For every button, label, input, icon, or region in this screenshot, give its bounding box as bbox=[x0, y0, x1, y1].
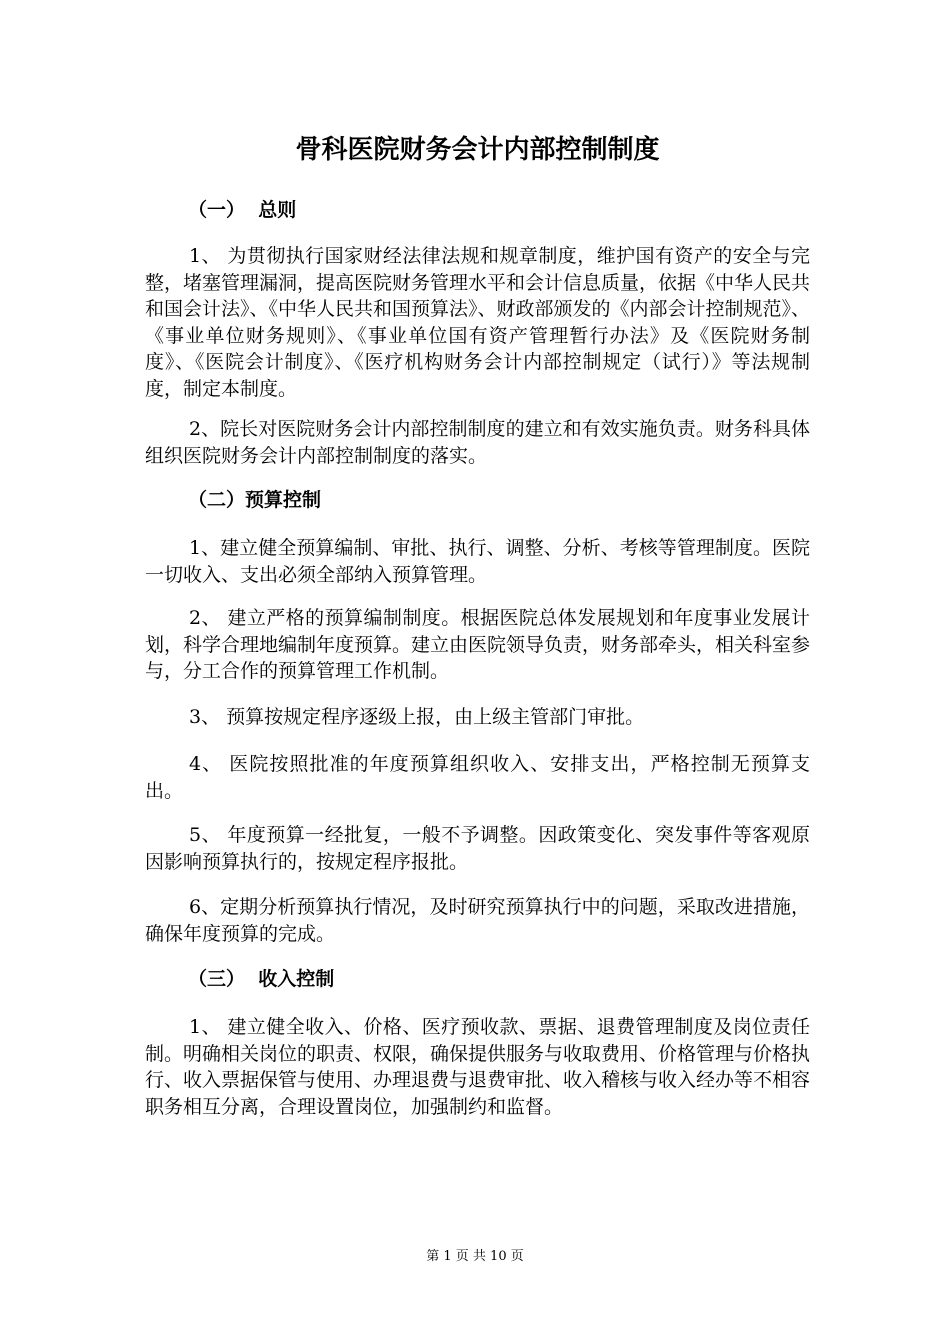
paragraph-general-1: 1、 为贯彻执行国家财经法律法规和规章制度，维护国有资产的安全与完整，堵塞管理漏洞，提高医院财务管理水平和会计信息质量，依据《中华人民共和国会计法》、《中华人民共和国预算法》、财政部颁发的《内部会计控制规范》、《事业单位财务规则》、《事业单位国有资产管理暂行办法》及《医院财务制度》、《医院会计制度》、《医疗机构财务会计内部控制规定（试行）》等法规制度，制定本制度。 bbox=[145, 245, 811, 400]
paragraph-general-2: 2、院长对医院财务会计内部控制制度的建立和有效实施负责。财务科具体组织医院财务会计内部控制制度的落实。 bbox=[145, 418, 810, 467]
document-title: 骨科医院财务会计内部控制制度 bbox=[295, 135, 660, 165]
paragraph-budget-3: 3、 预算按规定程序逐级上报，由上级主管部门审批。 bbox=[189, 706, 645, 728]
paragraph-budget-5: 5、 年度预算一经批复，一般不予调整。因政策变化、突发事件等客观原因影响预算执行的，按规定程序报批。 bbox=[145, 824, 810, 873]
section-heading-revenue: （三） 收入控制 bbox=[188, 968, 335, 990]
section-heading-budget: （二）预算控制 bbox=[188, 489, 322, 511]
paragraph-budget-6: 6、定期分析预算执行情况，及时研究预算执行中的问题，采取改进措施，确保年度预算的完成。 bbox=[145, 896, 810, 945]
page-number-footer: 第 1 页 共 10 页 bbox=[426, 1249, 524, 1264]
paragraph-budget-1: 1、建立健全预算编制、审批、执行、调整、分析、考核等管理制度。医院一切收入、支出必须全部纳入预算管理。 bbox=[145, 537, 810, 586]
section-heading-general: （一） 总则 bbox=[188, 199, 297, 221]
paragraph-revenue-1: 1、 建立健全收入、价格、医疗预收款、票据、退费管理制度及岗位责任制。明确相关岗位的职责、权限，确保提供服务与收取费用、价格管理与价格执行、收入票据保管与使用、办理退费与退费审批、收入稽核与收入经办等不相容职务相互分离，合理设置岗位，加强制约和监督。 bbox=[145, 1016, 811, 1118]
paragraph-budget-2: 2、 建立严格的预算编制制度。根据医院总体发展规划和年度事业发展计划，科学合理地编制年度预算。建立由医院领导负责，财务部牵头，相关科室参与，分工合作的预算管理工作机制。 bbox=[145, 607, 811, 682]
paragraph-budget-4: 4、 医院按照批准的年度预算组织收入、安排支出，严格控制无预算支出。 bbox=[145, 753, 810, 802]
document-page bbox=[145, 0, 810, 1344]
